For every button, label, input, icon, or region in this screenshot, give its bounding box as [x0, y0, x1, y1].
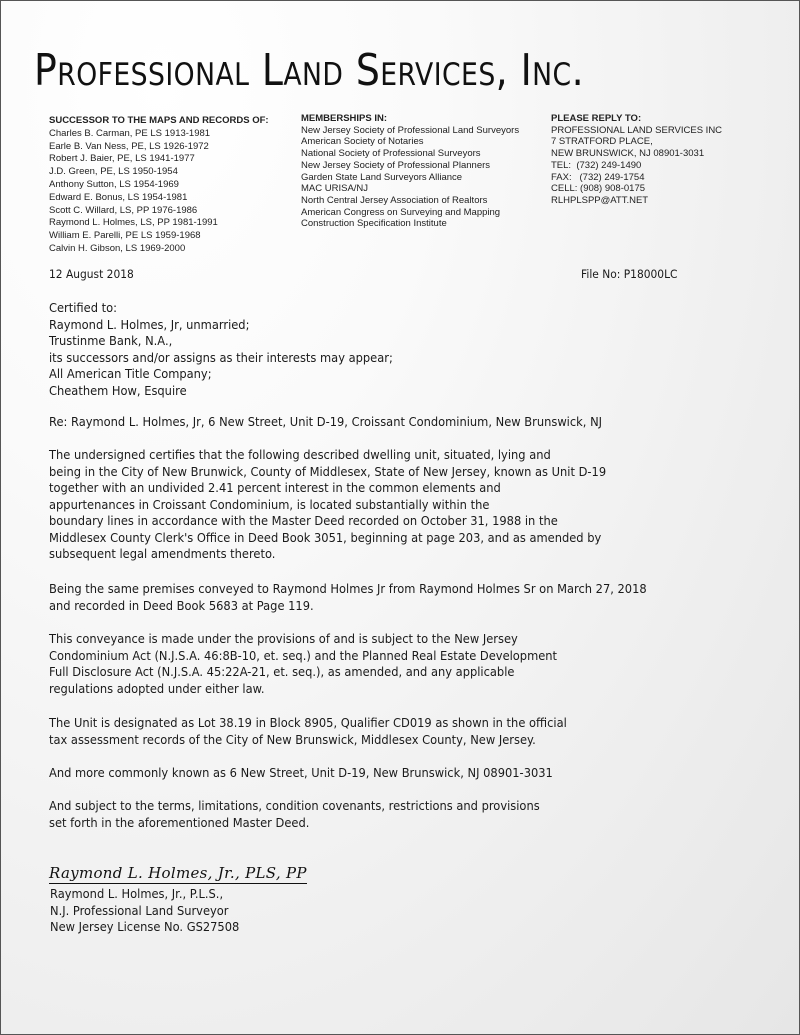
paragraph-line: Being the same premises conveyed to Raymond Holmes Jr from Raymond Holmes Sr on March 27, 2018 [49, 582, 647, 596]
paragraph-line: regulations adopted under either law. [49, 681, 265, 696]
paragraph-line: and recorded in Deed Book 5683 at Page 119. [49, 598, 314, 613]
paragraph-line: And more commonly known as 6 New Street, Unit D-19, New Brunswick, NJ 08901-3031 [49, 766, 553, 780]
address-paragraph [49, 765, 553, 782]
reply-cell: CELL: (908) 908-0175 [551, 183, 646, 195]
successor-item: Scott C. Willard, LS, PP 1976-1986 [49, 204, 198, 216]
membership-item: National Society of Professional Surveyors [301, 148, 481, 160]
letter-date: 12 August 2018 [49, 267, 134, 281]
successor-item: J.D. Green, PE, LS 1950-1954 [49, 166, 178, 178]
file-number: File No: P18000LC [581, 267, 678, 281]
successor-item: Raymond L. Holmes, LS, PP 1981-1991 [49, 217, 218, 229]
successor-item: Robert J. Baier, PE, LS 1941-1977 [49, 153, 195, 165]
re-line: Re: Raymond L. Holmes, Jr, 6 New Street, Unit D-19, Croissant Condominium, New Brunswick, NJ [49, 415, 603, 429]
membership-item: MAC URISA/NJ [301, 183, 369, 195]
paragraph-line: boundary lines in accordance with the Master Deed recorded on October 31, 1988 in the [49, 514, 558, 528]
membership-item: Construction Specification Institute [301, 218, 447, 230]
signer-title: N.J. Professional Land Surveyor [50, 903, 229, 918]
designation-paragraph [49, 715, 567, 748]
paragraph-line: set forth in the aforementioned Master Deed. [49, 815, 310, 830]
memberships-heading: MEMBERSHIPS IN: [301, 113, 388, 124]
paragraph-line: The Unit is designated as Lot 38.19 in Block 8905, Qualifier CD019 as shown in the official [49, 716, 567, 730]
successor-heading: SUCCESSOR TO THE MAPS AND RECORDS OF: [49, 115, 269, 126]
premises-paragraph [49, 581, 647, 614]
paragraph-line: Condominium Act (N.J.S.A. 46:8B-10, et. seq.) and the Planned Real Estate Development [49, 648, 558, 663]
paragraph-line: This conveyance is made under the provisions of and is subject to the New Jersey [49, 632, 518, 646]
membership-item: Garden State Land Surveyors Alliance [301, 171, 463, 183]
membership-item: North Central Jersey Association of Realtors [301, 194, 488, 206]
paragraph-line: being in the City of New Brunwick, County of Middlesex, State of New Jersey, known as Unit D-19 [49, 464, 607, 479]
membership-item: New Jersey Society of Professional Land Surveyors [301, 124, 520, 136]
signer-license: New Jersey License No. GS27508 [50, 920, 240, 934]
successor-item: Charles B. Carman, PE LS 1913-1981 [49, 127, 211, 139]
conveyance-paragraph [49, 631, 557, 697]
membership-item: New Jersey Society of Professional Planners [301, 159, 491, 171]
successor-item: William E. Parelli, PE LS 1959-1968 [49, 230, 201, 242]
successor-item: Earle B. Van Ness, PE, LS 1926-1972 [49, 140, 209, 152]
signature-block [50, 886, 239, 936]
paragraph-line: appurtenances in Croissant Condominium, is located substantially within the [49, 497, 490, 512]
paragraph-line: The undersigned certifies that the following described dwelling unit, situated, lying and [49, 448, 551, 462]
certification-paragraph [49, 447, 606, 563]
paragraph-line: Middlesex County Clerk's Office in Deed Book 3051, beginning at page 203, and as amended by [49, 530, 602, 545]
paragraph-line: Full Disclosure Act (N.J.S.A. 45:22A-21, et. seq.), as amended, and any applicable [49, 665, 515, 679]
reply-company: PROFESSIONAL LAND SERVICES INC [551, 124, 723, 136]
successor-item: Edward E. Bonus, LS 1954-1981 [49, 191, 188, 203]
certified-party: its successors and/or assigns as their interests may appear; [49, 350, 393, 365]
reply-tel: TEL: (732) 249-1490 [551, 159, 642, 171]
reply-fax: FAX: (732) 249-1754 [551, 171, 645, 183]
reply-heading: PLEASE REPLY TO: [551, 113, 642, 124]
successor-records-list [49, 115, 269, 256]
paragraph-line: tax assessment records of the City of New Brunswick, Middlesex County, New Jersey. [49, 732, 536, 747]
membership-item: American Congress on Surveying and Mapping [301, 206, 501, 218]
certified-party: All American Title Company; [49, 367, 212, 381]
reply-city: NEW BRUNSWICK, NJ 08901-3031 [551, 148, 705, 160]
certified-to-block [49, 300, 393, 399]
signer-name: Raymond L. Holmes, Jr., P.L.S., [50, 887, 224, 901]
successor-item: Calvin H. Gibson, LS 1969-2000 [49, 242, 186, 254]
paragraph-line: together with an undivided 2.41 percent interest in the common elements and [49, 481, 501, 495]
reply-address-block [551, 113, 722, 207]
reply-street: 7 STRATFORD PLACE, [551, 136, 653, 148]
paragraph-line: subsequent legal amendments thereto. [49, 547, 276, 561]
successor-item: Anthony Sutton, LS 1954-1969 [49, 178, 179, 190]
terms-paragraph [49, 798, 540, 831]
certified-party: Cheathem How, Esquire [49, 383, 187, 398]
certified-party: Trustinme Bank, N.A., [49, 334, 173, 348]
certified-heading: Certified to: [49, 301, 117, 315]
certified-party: Raymond L. Holmes, Jr, unmarried; [49, 317, 250, 332]
reply-email[interactable]: RLHPLSPP@ATT.NET [551, 194, 649, 206]
company-name: Professional Land Services, Inc. [34, 45, 585, 96]
memberships-list [301, 113, 519, 230]
paragraph-line: And subject to the terms, limitations, condition covenants, restrictions and provisions [49, 799, 540, 813]
membership-item: American Society of Notaries [301, 136, 424, 148]
handwritten-signature: Raymond L. Holmes, Jr., PLS, PP [49, 864, 307, 882]
